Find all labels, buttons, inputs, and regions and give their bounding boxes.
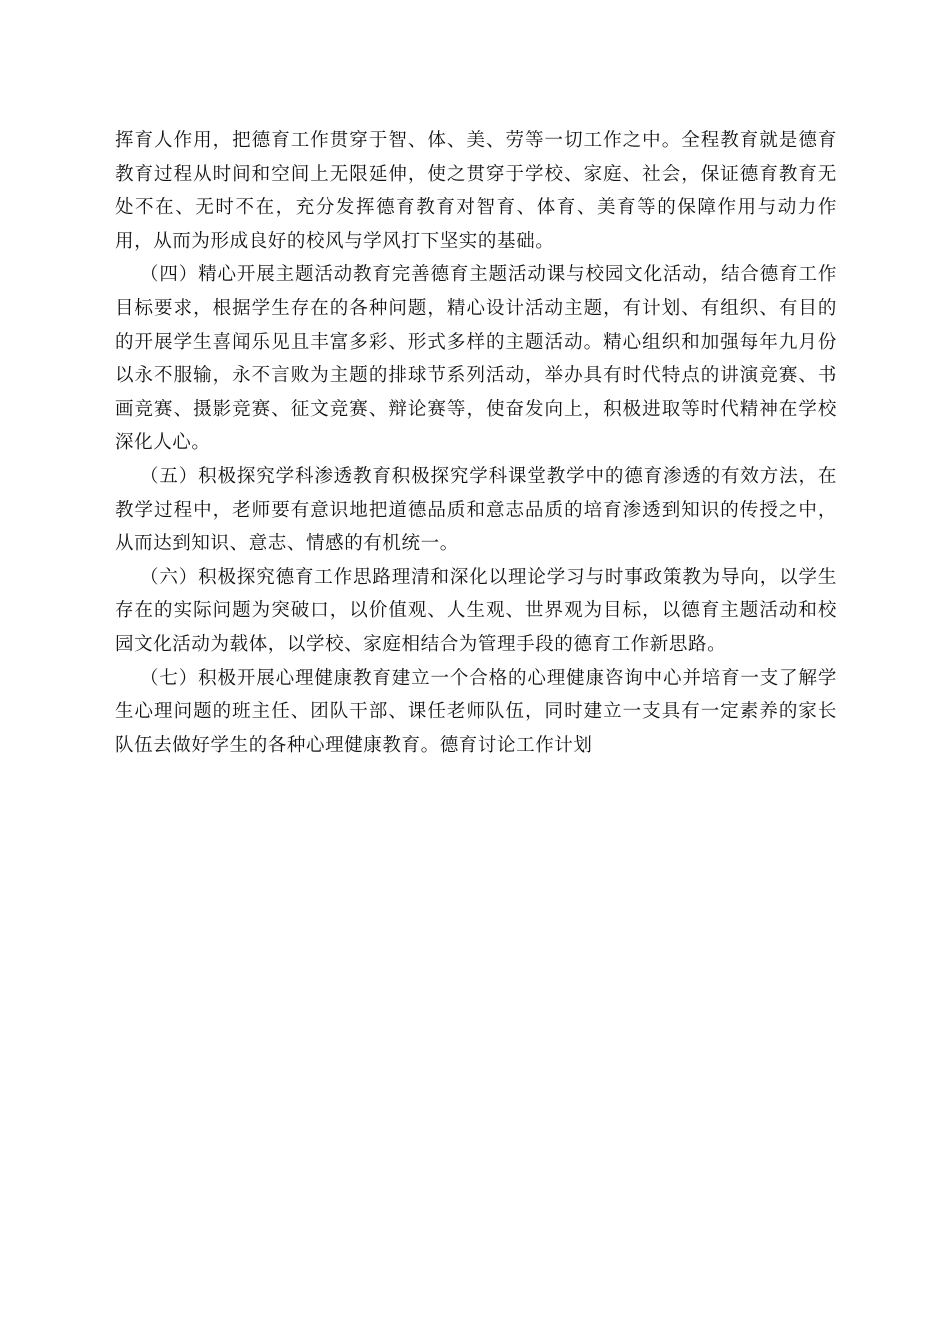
paragraph-section-4: （四）精心开展主题活动教育完善德育主题活动课与校园文化活动，结合德育工作目标要求，根据学生存在的各种问题，精心设计活动主题，有计划、有组织、有目的的开展学生喜闻乐见且丰富多彩、形式多样的主题活动。精心组织和加强每年九月份以永不服输，永不言败为主题的排球节系列活动，举办具有时代特点的讲演竞赛、书画竞赛、摄影竞赛、征文竞赛、辩论赛等，使奋发向上，积极进取等时代精神在学校深化人心。 <box>115 264 837 454</box>
paragraph-section-6: （六）积极探究德育工作思路理清和深化以理论学习与时事政策教为导向，以学生存在的实际问题为突破口，以价值观、人生观、世界观为目标，以德育主题活动和校园文化活动为载体，以学校、家庭相结合为管理手段的德育工作新思路。 <box>115 566 837 655</box>
document-body <box>115 124 837 762</box>
paragraph-section-5: （五）积极探究学科渗透教育积极探究学科课堂教学中的德育渗透的有效方法，在教学过程中，老师要有意识地把道德品质和意志品质的培育渗透到知识的传授之中，从而达到知识、意志、情感的有机统一。 <box>115 465 837 555</box>
paragraph-continuation: 挥育人作用，把德育工作贯穿于智、体、美、劳等一切工作之中。全程教育就是德育教育过程从时间和空间上无限延伸，使之贯穿于学校、家庭、社会，保证德育教育无处不在、无时不在，充分发挥德育教育对智育、体育、美育等的保障作用与动力作用，从而为形成良好的校风与学风打下坚实的基础。 <box>115 130 837 252</box>
paragraph-section-7: （七）积极开展心理健康教育建立一个合格的心理健康咨询中心并培育一支了解学生心理问题的班主任、团队干部、课任老师队伍，同时建立一支具有一定素养的家长队伍去做好学生的各种心理健康教育。德育讨论工作计划 <box>115 667 837 756</box>
